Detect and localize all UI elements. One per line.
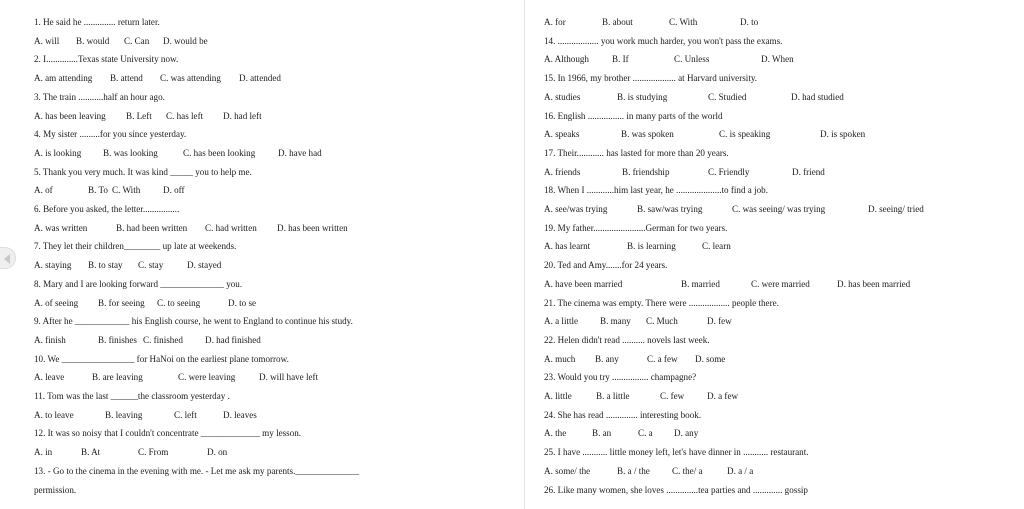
answer-option: A. finish	[34, 334, 66, 345]
answer-option: D. will have left	[259, 372, 319, 383]
answer-option: C. were married	[751, 278, 810, 289]
answer-option: C. left	[174, 409, 197, 420]
answer-option: B. leaving	[105, 409, 143, 420]
answer-option: B. any	[595, 353, 619, 364]
answer-option: C. Friendly	[708, 166, 750, 177]
question-text: 25. I have ........... little money left, let's have dinner in ........... restaurant.	[544, 447, 809, 458]
answer-option: C. was seeing/ was trying	[732, 204, 826, 214]
answer-option: A. leave	[34, 372, 65, 383]
answer-option: A. little	[544, 391, 572, 401]
answer-option: B. to stay	[88, 260, 123, 271]
answer-option: A. of	[34, 185, 53, 196]
answer-option: D. attended	[239, 73, 281, 84]
answer-option: C. were leaving	[178, 372, 236, 383]
question-text: 22. Helen didn't read .......... novels last week.	[544, 334, 710, 345]
question-text: 18. When I ............him last year, he ....................to find a job.	[544, 185, 768, 196]
answer-option: D. to se	[228, 297, 257, 308]
question-text: 1. He said he .............. return later.	[34, 17, 160, 27]
answer-option: C. Much	[646, 316, 678, 327]
answer-option: D. seeing/ tried	[868, 204, 924, 214]
question-text: 21. The cinema was empty. There were .................. people there.	[544, 297, 779, 308]
answer-option: D. have had	[278, 147, 322, 158]
answer-option: A. of seeing	[34, 297, 79, 308]
answer-option: D. leaves	[223, 409, 257, 420]
answer-option: D. has been written	[277, 222, 348, 233]
answer-option: A. staying	[34, 260, 72, 271]
question-text: 9. After he ____________ his English course, he went to England to continue his study.	[34, 316, 353, 327]
answer-option: C. stay	[138, 260, 164, 271]
answer-option: A. is looking	[34, 147, 82, 158]
answer-option: A. studies	[544, 91, 581, 102]
question-text: 2. I..............Texas state University now.	[34, 54, 179, 65]
answer-option: A. have been married	[544, 278, 623, 289]
answer-option: A. speaks	[544, 129, 580, 140]
answer-option: C. the/ a	[672, 465, 703, 476]
question-text: 10. We ________________ for HaNoi on the earliest plane tomorrow.	[34, 353, 289, 364]
answer-option: C. a few	[647, 353, 678, 364]
answer-option: C. Unless	[674, 54, 710, 65]
answer-option: D. few	[707, 316, 732, 327]
answer-option: D. on	[207, 447, 228, 458]
answer-option: A. has been leaving	[34, 110, 106, 121]
answer-option: D. stayed	[187, 260, 222, 271]
question-text: 4. My sister .........for you since yesterday.	[34, 129, 187, 140]
answer-option: B. a / the	[617, 465, 650, 476]
answer-option: A. will	[34, 35, 60, 46]
answer-option: D. would be	[163, 35, 208, 46]
answer-option: C. From	[138, 447, 169, 458]
question-text: 12. It was so noisy that I couldn't concentrate _____________ my lesson.	[34, 428, 302, 439]
answer-option: A. much	[544, 353, 576, 364]
answer-option: C. learn	[702, 241, 731, 252]
answer-option: C. to seeing	[157, 297, 201, 308]
answer-option: D. has been married	[837, 278, 911, 289]
answer-option: C. had written	[205, 222, 257, 233]
answer-option: D. When	[761, 54, 794, 65]
answer-option: A. am attending	[34, 73, 93, 84]
answer-option: A. was written	[34, 222, 88, 233]
answer-option: A. to leave	[34, 409, 74, 420]
answer-option: D. off	[163, 185, 185, 196]
question-text: 23. Would you try ................ champagne?	[544, 372, 697, 383]
answer-option: D. a few	[707, 391, 739, 401]
answer-option: A. see/was trying	[544, 204, 608, 214]
answer-option: B. At	[81, 447, 101, 458]
question-text: permission.	[34, 484, 77, 495]
question-text: 5. Thank you very much. It was kind _____ you to help me.	[34, 166, 252, 177]
answer-option: A. friends	[544, 166, 581, 177]
answer-option: C. Can	[124, 35, 150, 46]
question-text: 3. The train ...........half an hour ago.	[34, 91, 165, 102]
answer-option: B. for seeing	[98, 297, 145, 308]
answer-option: C. is speaking	[719, 129, 771, 140]
answer-option: B. Left	[126, 110, 152, 121]
right-page	[526, 0, 1024, 509]
answer-option: B. was looking	[103, 147, 158, 158]
question-text: 19. My father.......................German for two years.	[544, 222, 728, 233]
question-text: 16. English ................ in many parts of the world	[544, 110, 723, 121]
answer-option: A. has learnt	[544, 241, 591, 252]
answer-option: D. to	[740, 17, 759, 27]
answer-option: C. has left	[166, 110, 204, 121]
answer-option: C. was attending	[160, 73, 221, 84]
answer-option: D. any	[674, 428, 699, 439]
answer-option: B. attend	[110, 73, 143, 84]
answer-option: B. had been written	[116, 222, 188, 233]
answer-option: B. friendship	[622, 166, 670, 177]
answer-option: C. With	[112, 185, 141, 196]
answer-option: B. To	[88, 185, 108, 196]
answer-option: D. is spoken	[820, 129, 866, 140]
answer-option: A. the	[544, 428, 567, 439]
answer-option: D. a / a	[727, 465, 754, 476]
answer-option: A. for	[544, 17, 566, 27]
answer-option: B. was spoken	[621, 129, 674, 140]
answer-option: D. had finished	[205, 334, 261, 345]
question-text: 24. She has read .............. interesting book.	[544, 409, 702, 420]
answer-option: C. few	[660, 391, 685, 401]
question-text: 8. Mary and I are looking forward ______________ you.	[34, 278, 243, 289]
answer-option: A. some/ the	[544, 465, 591, 476]
question-text: 7. They let their children________ up late at weekends.	[34, 241, 237, 252]
question-text: 17. Their............ has lasted for more than 20 years.	[544, 147, 729, 158]
answer-option: C. a	[638, 428, 653, 439]
answer-option: D. some	[695, 353, 726, 364]
answer-option: C. has been looking	[183, 147, 256, 158]
answer-option: C. finished	[143, 334, 183, 345]
answer-option: A. in	[34, 447, 53, 458]
answer-option: B. are leaving	[92, 372, 143, 383]
answer-option: B. many	[600, 316, 631, 327]
answer-option: C. Studied	[708, 91, 747, 102]
answer-option: B. If	[612, 54, 629, 65]
question-text: 20. Ted and Amy.......for 24 years.	[544, 260, 668, 271]
question-text: 13. - Go to the cinema in the evening with me. - Let me ask my parents.______________	[34, 465, 360, 476]
answer-option: A. Although	[544, 54, 589, 65]
question-text: 26. Like many women, she loves ..............tea parties and ............. gossip	[544, 484, 808, 495]
answer-option: C. With	[669, 17, 698, 27]
answer-option: B. would	[76, 35, 110, 46]
answer-option: D. friend	[792, 166, 825, 177]
question-text: 6. Before you asked, the letter................	[34, 204, 180, 214]
answer-option: B. saw/was trying	[637, 204, 703, 214]
question-text: 15. In 1966, my brother ................... at Harvard university.	[544, 73, 758, 84]
answer-option: A. a little	[544, 316, 579, 327]
answer-option: B. finishes	[98, 334, 137, 345]
answer-option: B. is studying	[617, 91, 668, 102]
answer-option: B. an	[592, 428, 612, 439]
answer-option: B. married	[681, 278, 720, 289]
answer-option: D. had left	[223, 110, 262, 121]
answer-option: B. is learning	[627, 241, 676, 252]
question-text: 14. .................. you work much harder, you won't pass the exams.	[544, 35, 783, 46]
answer-option: B. a little	[596, 391, 630, 401]
answer-option: D. had studied	[791, 91, 844, 102]
question-text: 11. Tom was the last ______the classroom yesterday .	[34, 391, 230, 401]
page-gutter	[524, 0, 525, 509]
answer-option: B. about	[602, 17, 633, 27]
